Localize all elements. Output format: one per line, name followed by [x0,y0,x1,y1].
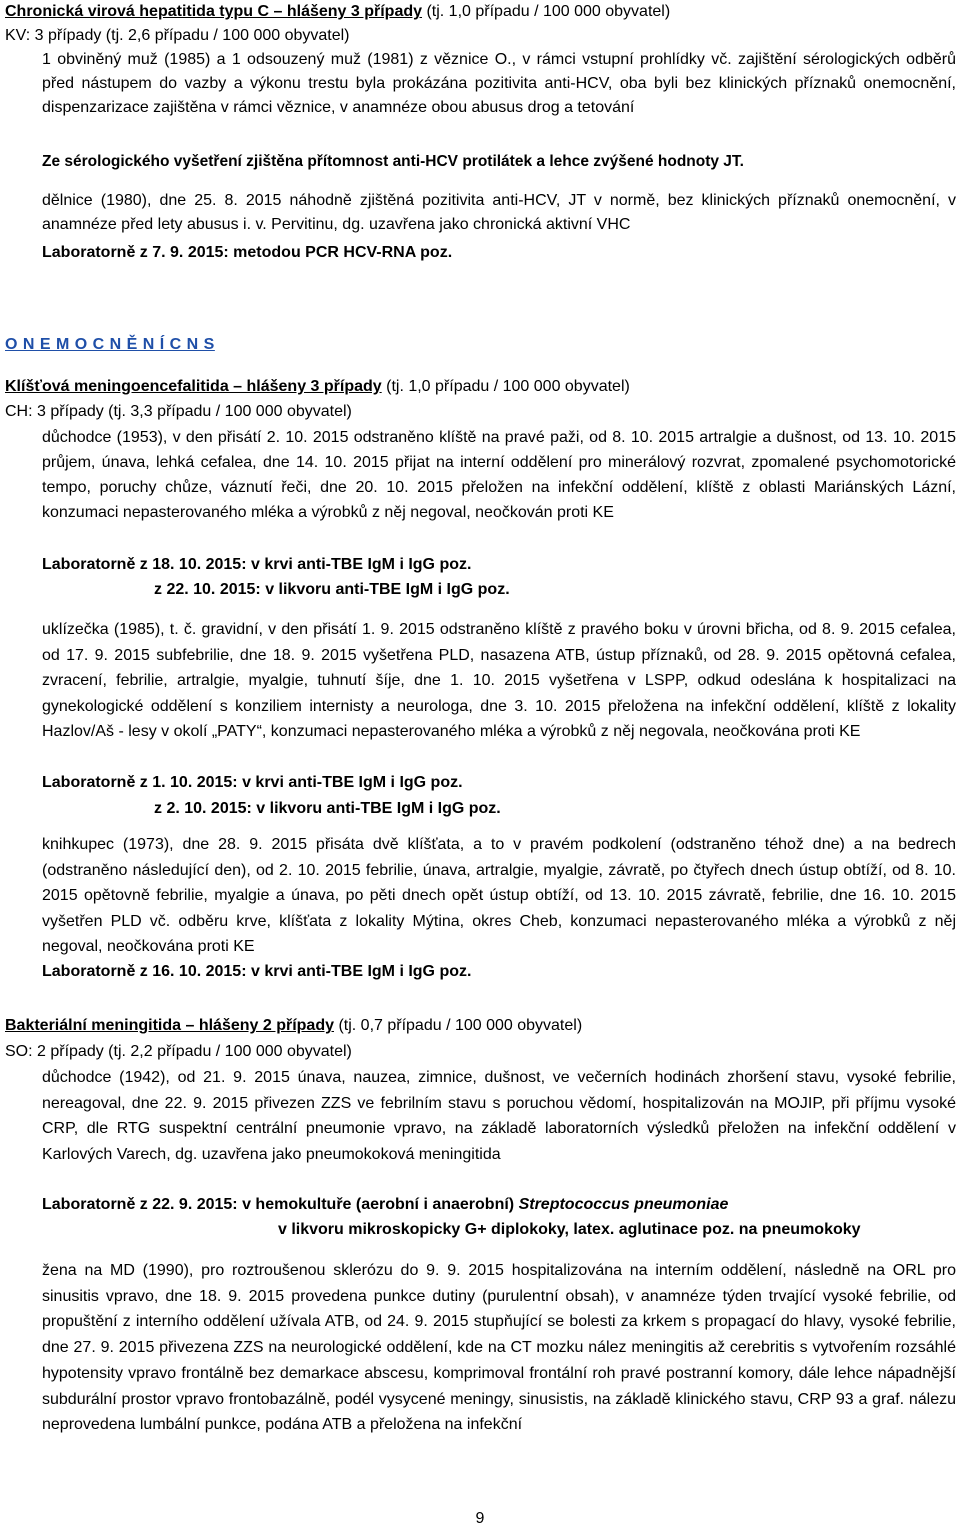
tbe-case-1-lab-blood: Laboratorně z 18. 10. 2015: v krvi anti-TBE IgM i IgG poz. [42,556,472,573]
tbe-title-rate: (tj. 1,0 případu / 100 000 obyvatel) [381,378,630,395]
bm-heading [5,1014,955,1038]
hcv-title: Chronická virová hepatitida typu C – hlášeny 3 případy [5,3,423,20]
tbe-title: Klíšťová meningoencefalitida – hlášeny 3 případy [5,378,382,395]
hcv-heading [5,0,955,24]
tbe-region-ch: CH: 3 případy (tj. 3,3 případu / 100 000 obyvatel) [5,403,352,420]
hcv-case-2: dělnice (1980), dne 25. 8. 2015 náhodně zjištěná pozitivita anti-HCV, JT v normě, bez klinických příznaků onemocnění, v anamnéze před lety abusus i. v. Pervitinu, dg. uzavřena jako chronická aktivní VHC [42,192,956,233]
section-heading-cns: O N E M O C N Ě N Í C N S [5,336,215,353]
bm-case-1-pathogen: Streptococcus pneumoniae [518,1196,729,1213]
bm-case-1-lab-csf: v likvoru mikroskopicky G+ diplokoky, latex. aglutinace poz. na pneumokoky [278,1221,861,1238]
tbe-case-2-lab-blood: Laboratorně z 1. 10. 2015: v krvi anti-TBE IgM i IgG poz. [42,774,463,791]
bm-case-1: důchodce (1942), od 21. 9. 2015 únava, nauzea, zimnice, dušnost, ve večerních hodinách zhoršení stavu, vysoké febrilie, nereagoval, dne 22. 9. 2015 přivezen ZZS ve febrilním stavu s poruchou vědomí, hospitalizován na MOJIP, při příjmu vysoké CRP, dle RTG suspektní centrální pneumonie vpravo, na základě laboratorních výsledků přeložen na infekční oddělení v Karlových Varech, dg. uzavřena jako pneumokoková meningitida [42,1069,956,1163]
tbe-case-1-lab-csf: z 22. 10. 2015: v likvoru anti-TBE IgM i IgG poz. [154,581,510,598]
hcv-case-2-lab: Laboratorně z 7. 9. 2015: metodou PCR HCV-RNA poz. [42,244,453,261]
hcv-case-1-lab: Ze sérologického vyšetření zjištěna přítomnost anti-HCV protilátek a lehce zvýšené hodnoty JT. [42,153,744,170]
hcv-case-1: 1 obviněný muž (1985) a 1 odsouzený muž (1981) z věznice O., v rámci vstupní prohlídky vč. zajištění sérologických odběrů před nástupem do vazby a výkonu trestu byla prokázána pozitivita anti-HCV, oba byli bez klinických příznaků onemocnění, dispenzarizace zajištěna v rámci věznice, v anamnéze obou abusus drog a tetování [42,51,956,116]
tbe-case-2-lab-csf: z 2. 10. 2015: v likvoru anti-TBE IgM i IgG poz. [154,800,501,817]
tbe-heading [5,375,955,399]
hcv-region-kv: KV: 3 případy (tj. 2,6 případu / 100 000 obyvatel) [5,27,350,44]
tbe-case-2: uklízečka (1985), t. č. gravidní, v den přisátí 1. 9. 2015 odstraněno klíště z pravého boku v úrovni břicha, od 8. 9. 2015 cefalea, od 17. 9. 2015 subfebrilie, dne 18. 9. 2015 vyšetřena PLD, nasazena ATB, ústup příznaků, od 28. 9. 2015 opětovná cefalea, zvracení, febrilie, artralgie, myalgie, tuhnutí šíje, dne 1. 10. 2015 vyšetřena v LSPP, odkud odeslána k hospitalizaci na gynekologické oddělení s konziliem internisty a neurologa, dne 3. 10. 2015 přeložena na infekční oddělení, klíště z lokality Hazlov/Aš - lesy v okolí „PATY“, konzumaci nepasterovaného mléka a výrobků z něj negovala, neočkována proti KE [42,621,956,741]
tbe-case-3: knihkupec (1973), dne 28. 9. 2015 přisáta dvě klíšťata, a to v pravém podkolení (odstraněno téhož dne) a na bedrech (odstraněno následující den), od 2. 10. 2015 febrilie, únava, artralgie, myalgie, závratě, po čtyřech dnech ústup obtíží, od 8. 10. 2015 opětovně febrilie, myalgie a únava, po pěti dnech opět ústup obtíží, od 13. 10. 2015 závratě, febrilie, dne 16. 10. 2015 vyšetřen PLD vč. odběru krve, klíšťata z lokality Mýtina, okres Cheb, konzumaci nepasterovaného mléka a výrobků z něj negoval, neočkována proti KE [42,836,956,956]
bm-region-so: SO: 2 případy (tj. 2,2 případu / 100 000 obyvatel) [5,1043,352,1060]
tbe-case-3-lab: Laboratorně z 16. 10. 2015: v krvi anti-TBE IgM i IgG poz. [42,963,472,980]
bm-case-1-lab-text: Laboratorně z 22. 9. 2015: v hemokultuře (aerobní i anaerobní) [42,1196,519,1213]
bm-title: Bakteriální meningitida – hlášeny 2 případy [5,1017,334,1034]
bm-case-1-lab-blood [42,1193,956,1217]
bm-title-rate: (tj. 0,7 případu / 100 000 obyvatel) [334,1017,583,1034]
tbe-case-1: důchodce (1953), v den přisátí 2. 10. 2015 odstraněno klíště na pravé paži, od 8. 10. 2015 artralgie a dušnost, od 13. 10. 2015 průjem, únava, lehká cefalea, dne 14. 10. 2015 přijat na interní oddělení pro minerálový rozvrat, zpomalené psychomotorické tempo, poruchy chůze, váznutí řeči, dne 20. 10. 2015 přeložen na infekční oddělení, klíště z oblasti Mariánských Lázní, konzumaci nepasterovaného mléka a výrobků z něj negoval, neočkován proti KE [42,429,956,521]
bm-case-2: žena na MD (1990), pro roztroušenou sklerózu do 9. 9. 2015 hospitalizována na interním oddělení, následně na ORL pro sinusitis vpravo, dne 18. 9. 2015 provedena punkce dutiny (purulentní obsah), v anamnéze týden trvající vysoké febrilie, od propuštění z interního oddělení užívala ATB, od 24. 9. 2015 stupňující se bolesti za krkem s propagací do hlavy, vysoké febrilie, dne 27. 9. 2015 přivezena ZZS na neurologické oddělení, kde na CT mozku nález meningitis až cerebritis s vytvořením rozsáhlé hypotensity vpravo frontálně bez demarkace abscesu, komprimoval frontální roh pravé postranní komory, dále lehce nápadnější subdurální prostor vpravo frontobazálně, podél vysycené meningy, sinusistis, na základě klinického stavu, CRP 93 a graf. nálezu neprovedena lumbální punkce, podána ATB a přeložena na infekční [42,1262,956,1434]
hcv-title-rate: (tj. 1,0 případu / 100 000 obyvatel) [422,3,671,20]
page-number: 9 [475,1510,485,1527]
